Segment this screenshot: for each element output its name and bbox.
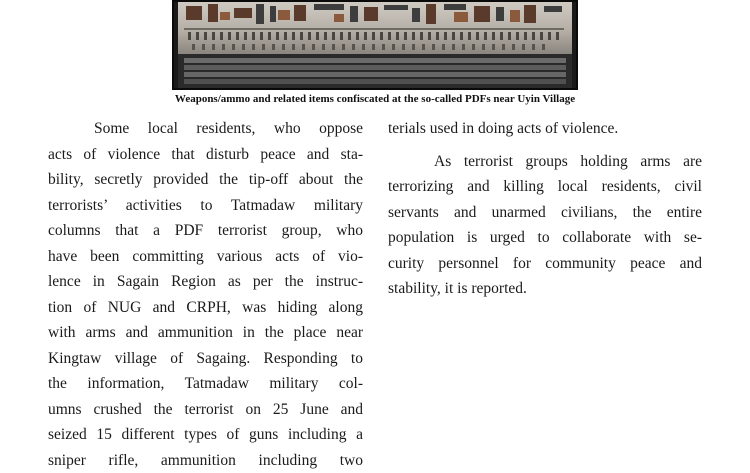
text-line: sniper rifle, ammunition including two xyxy=(48,448,363,473)
text-line: lence in Sagain Region as per the instruc- xyxy=(48,269,363,295)
text-line: umns crushed the terrorist on 25 June and xyxy=(48,397,363,423)
photo-caption: Weapons/ammo and related items confiscated at the so-called PDFs near Uyin Village xyxy=(0,93,750,105)
article-right-column xyxy=(388,116,702,302)
article-paragraph xyxy=(48,116,363,473)
weapons-photo-image xyxy=(174,2,576,88)
text-line: columns that a PDF terrorist group, who xyxy=(48,218,363,244)
text-line: terials used in doing acts of violence. xyxy=(388,116,702,142)
text-line: Some local residents, who oppose xyxy=(48,116,363,142)
text-line: servants and unarmed civilians, the entire xyxy=(388,200,702,226)
text-line: with arms and ammunition in the place near xyxy=(48,320,363,346)
text-line: terrorists’ activities to Tatmadaw military xyxy=(48,193,363,219)
article-paragraph xyxy=(388,116,702,142)
text-line: curity personnel for community peace and xyxy=(388,251,702,277)
text-line: seized 15 different types of guns including a xyxy=(48,422,363,448)
text-line: bility, secretly provided the tip-off about the xyxy=(48,167,363,193)
text-line: Kingtaw village of Sagaing. Responding to xyxy=(48,346,363,372)
text-line: terrorizing and killing local residents, civil xyxy=(388,174,702,200)
text-line: As terrorist groups holding arms are xyxy=(388,149,702,175)
text-line: acts of violence that disturb peace and sta- xyxy=(48,142,363,168)
text-line: have been committing various acts of vio- xyxy=(48,244,363,270)
article-left-column xyxy=(48,116,363,473)
weapons-photo xyxy=(172,0,578,90)
text-line: tion of NUG and CRPH, was hiding along xyxy=(48,295,363,321)
text-line: stability, it is reported. xyxy=(388,276,702,302)
text-line: the information, Tatmadaw military col- xyxy=(48,371,363,397)
article-paragraph xyxy=(388,149,702,302)
text-line: population is urged to collaborate with se- xyxy=(388,225,702,251)
